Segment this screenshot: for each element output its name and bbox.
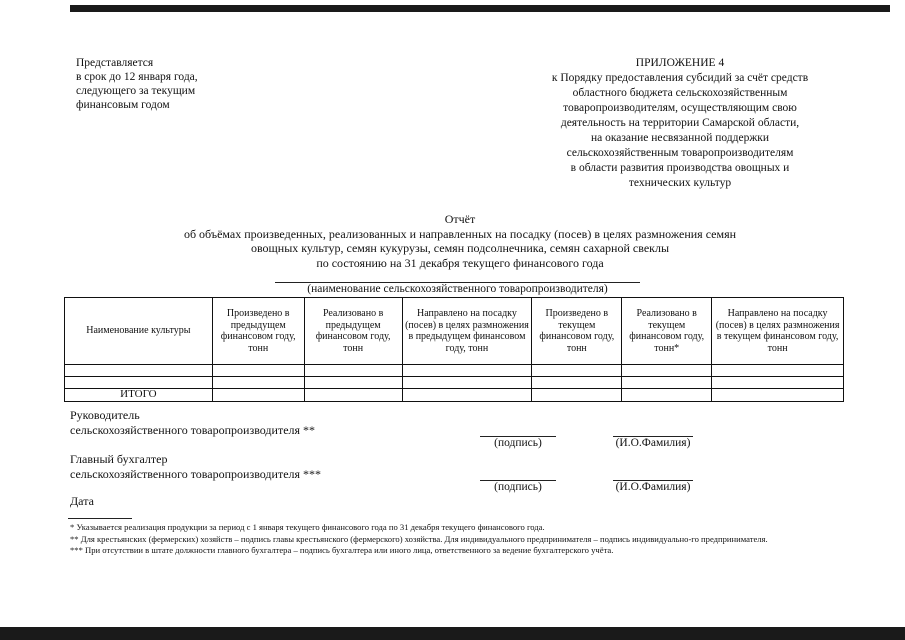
report-title: Отчёт: [444, 212, 476, 226]
table-cell[interactable]: [532, 377, 622, 389]
deadline-line-2: в срок до 12 января года,: [76, 71, 198, 83]
report-subtitle-1: об объёмах произведенных, реализованных и направленных на посадку (посев) в целях размножения семян: [183, 226, 737, 241]
table-cell[interactable]: [212, 365, 304, 377]
footnote-2: ** Для крестьянских (фермерских) хозяйств – подпись главы крестьянского (фермерского) хозяйства. Для индивидуального предпринимателя – подпись индивидуально-го предпринимателя.: [70, 533, 768, 544]
table-cell[interactable]: [622, 389, 712, 402]
footnotes: [70, 522, 860, 557]
head-org-title: сельскохозяйственного товаропроизводителя **: [70, 423, 316, 437]
appendix-line-7: сельскохозяйственным товаропроизводителям: [566, 147, 794, 159]
table-cell[interactable]: [212, 377, 304, 389]
org-name-caption: (наименование сельскохозяйственного товаропроизводителя): [307, 283, 608, 295]
deadline-line-3: следующего за текущим: [76, 85, 196, 97]
table-total-row: [65, 389, 844, 402]
table-row: [65, 365, 844, 377]
table-cell[interactable]: [402, 377, 532, 389]
accountant-name-caption: (И.О.Фамилия): [615, 481, 691, 493]
col-header-sown-prev: Направлено на посадку (посев) в целях размножения в предыдущем финансовом году, тонн: [402, 298, 532, 365]
report-subtitle-2: овощных культур, семян кукурузы, семян подсолнечника, семян сахарной свеклы: [250, 241, 670, 255]
table-cell[interactable]: [532, 389, 622, 402]
table-cell[interactable]: [212, 389, 304, 402]
table-cell[interactable]: [402, 389, 532, 402]
table-cell[interactable]: [712, 389, 844, 402]
appendix-number: ПРИЛОЖЕНИЕ 4: [635, 57, 725, 69]
report-subtitle-3: по состоянию на 31 декабря текущего финансового года: [316, 255, 604, 270]
col-header-sold-prev: Реализовано в предыдущем финансовом году, тонн: [304, 298, 402, 365]
appendix-line-4: товаропроизводителям, осуществляющим свою: [563, 102, 797, 114]
table-cell[interactable]: [622, 365, 712, 377]
table-cell[interactable]: [304, 365, 402, 377]
scan-bottom-border: [0, 627, 905, 640]
head-title: Руководитель: [70, 408, 140, 422]
appendix-line-8: в области развития производства овощных и: [570, 162, 790, 174]
deadline-line-1: Представляется: [76, 57, 154, 69]
accountant-title: Главный бухгалтер: [70, 452, 168, 466]
total-label: ИТОГО: [65, 389, 213, 402]
table-cell[interactable]: [622, 377, 712, 389]
appendix-line-6: на оказание несвязанной поддержки: [590, 132, 770, 144]
table-header-row: [65, 298, 844, 365]
accountant-signature-caption: (подпись): [494, 481, 542, 493]
col-header-sold-curr: Реализовано в текущем финансовом году, тонн*: [622, 298, 712, 365]
col-header-produced-curr: Произведено в текущем финансовом году, тонн: [532, 298, 622, 365]
head-name-caption: (И.О.Фамилия): [615, 437, 691, 449]
table-cell[interactable]: [65, 365, 213, 377]
footnote-separator: [68, 518, 132, 519]
table-row: [65, 377, 844, 389]
table-cell[interactable]: [712, 377, 844, 389]
table-cell[interactable]: [402, 365, 532, 377]
appendix-line-2: к Порядку предоставления субсидий за счёт средств: [551, 72, 809, 84]
date-label: Дата: [70, 494, 94, 508]
report-table: [64, 297, 844, 402]
col-header-crop: Наименование культуры: [65, 298, 213, 365]
appendix-line-5: деятельность на территории Самарской области,: [560, 117, 800, 129]
appendix-line-9: технических культур: [628, 177, 732, 189]
appendix-line-3: областного бюджета сельскохозяйственным: [572, 87, 788, 99]
col-header-sown-curr: Направлено на посадку (посев) в целях размножения в текущем финансовом году, тонн: [712, 298, 844, 365]
table-cell[interactable]: [304, 389, 402, 402]
deadline-line-4: финансовым годом: [76, 99, 170, 111]
table-cell[interactable]: [712, 365, 844, 377]
col-header-produced-prev: Произведено в предыдущем финансовом году, тонн: [212, 298, 304, 365]
appendix-heading: [520, 56, 840, 191]
table-cell[interactable]: [304, 377, 402, 389]
scan-top-bar: [70, 5, 890, 12]
report-title-block: [140, 212, 780, 270]
table-cell[interactable]: [532, 365, 622, 377]
head-signature-caption: (подпись): [494, 437, 542, 449]
table-cell[interactable]: [65, 377, 213, 389]
submission-deadline-note: [76, 56, 198, 112]
footnote-3: *** При отсутствии в штате должности главного бухгалтера – подпись бухгалтера или иного лица, ответственного за ведение бухгалтерского учёта.: [70, 545, 614, 555]
footnote-1: * Указывается реализация продукции за период с 1 января текущего финансового года по 31 декабря текущего финансового года.: [70, 522, 545, 532]
accountant-org-title: сельскохозяйственного товаропроизводителя ***: [70, 467, 322, 481]
scan-top-border: [0, 0, 905, 12]
